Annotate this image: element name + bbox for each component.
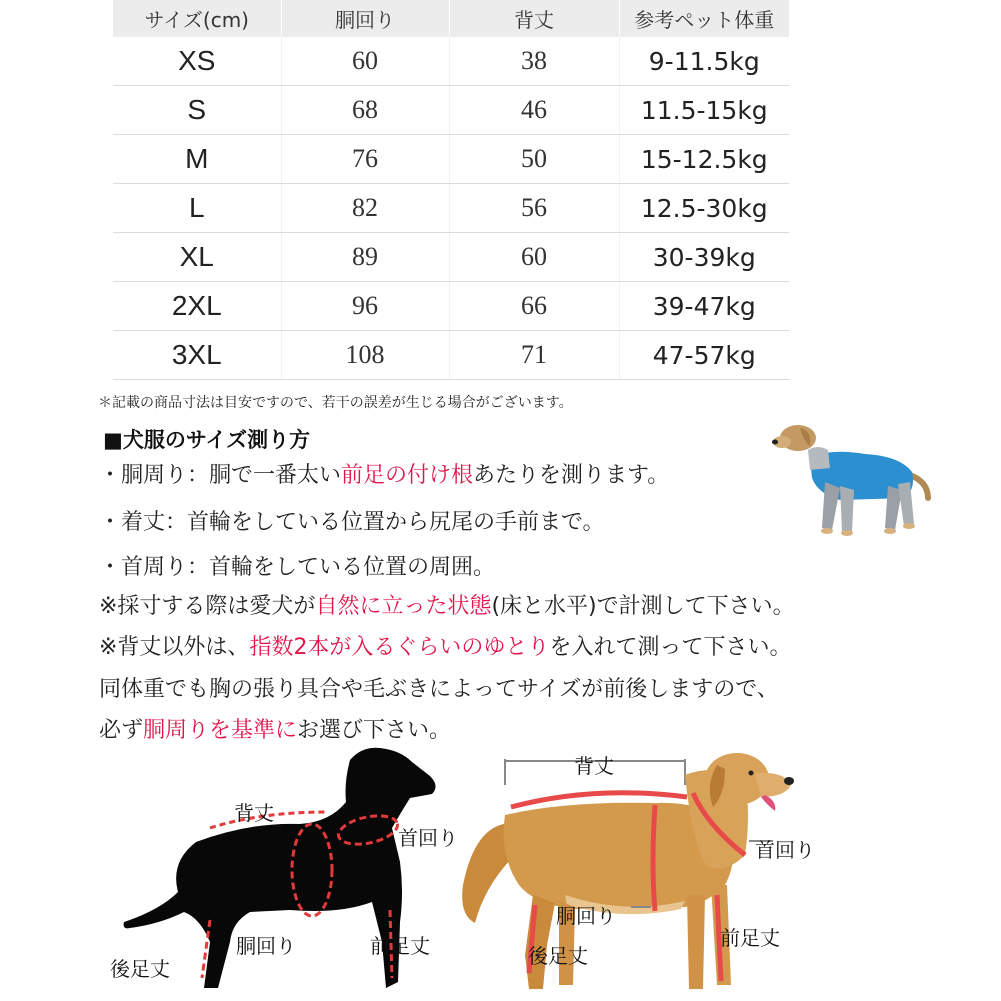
weight-cell: 39-47kg: [619, 282, 789, 331]
chest-cell: 82: [281, 184, 449, 233]
guide-line-weight-note: 同体重でも胸の張り具合や毛ぶきによってサイズが前後しますので、: [99, 677, 779, 702]
guide-line-choose: [99, 713, 451, 744]
weight-cell: 12.5-30kg: [619, 184, 789, 233]
guide-highlight: 自然に立った状態: [315, 594, 492, 619]
measuring-guide-heading: ■犬服のサイズ測り方: [103, 428, 311, 452]
header-chest: 胴回り: [281, 0, 449, 37]
size-cell: 2XL: [113, 282, 281, 331]
header-size: サイズ(cm): [113, 0, 281, 37]
guide-line-allowance: [99, 630, 791, 661]
left-label-hind-leg: 後足丈: [110, 957, 170, 981]
header-pet-weight: 参考ペット体重: [619, 0, 789, 37]
size-cell: S: [113, 86, 281, 135]
guide-highlight: 指数2本が入るぐらいのゆとり: [249, 635, 550, 660]
back-cell: 66: [449, 282, 619, 331]
guide-text: ・胴周り：胴で一番太い: [99, 463, 342, 488]
guide-text: (床と水平)で計測して下さい。: [491, 594, 795, 619]
left-label-neck: 首回り: [398, 826, 458, 850]
disclaimer-note: ＊記載の商品寸法は目安ですので、若干の誤差が生じる場合がございます。: [98, 395, 573, 411]
product-dog-image: [770, 420, 935, 545]
back-cell: 60: [449, 233, 619, 282]
weight-cell: 9-11.5kg: [619, 37, 789, 86]
guide-highlight: 胴周りを基準に: [143, 718, 298, 743]
weight-cell: 30-39kg: [619, 233, 789, 282]
back-cell: 46: [449, 86, 619, 135]
size-cell: M: [113, 135, 281, 184]
golden-retriever-measure-diagram: [455, 745, 855, 1001]
size-chart-table: [113, 0, 789, 380]
guide-line-length: ・着丈：首輪をしている位置から尻尾の手前まで。: [99, 510, 605, 535]
right-label-chest: 胴回り: [556, 904, 616, 928]
chest-cell: 108: [281, 331, 449, 380]
left-label-back: 背丈: [234, 801, 274, 825]
chest-cell: 60: [281, 37, 449, 86]
guide-text: ※採寸する際は愛犬が: [99, 594, 316, 619]
table-header-row: [113, 0, 789, 37]
guide-line-neck: ・首周り：首輪をしている位置の周囲。: [99, 555, 496, 580]
right-label-back: 背丈: [574, 754, 614, 778]
table-row: [113, 233, 789, 282]
guide-text: あたりを測ります。: [473, 463, 670, 488]
chest-cell: 96: [281, 282, 449, 331]
left-label-front-leg: 前足丈: [370, 934, 430, 958]
right-label-front-leg: 前足丈: [720, 926, 780, 950]
back-cell: 38: [449, 37, 619, 86]
size-cell: XS: [113, 37, 281, 86]
guide-line-standing: [99, 589, 795, 620]
back-cell: 71: [449, 331, 619, 380]
table-row: [113, 135, 789, 184]
guide-text: を入れて測って下さい。: [549, 635, 792, 660]
weight-cell: 47-57kg: [619, 331, 789, 380]
size-cell: L: [113, 184, 281, 233]
guide-text: お選び下さい。: [297, 718, 452, 743]
size-cell: 3XL: [113, 331, 281, 380]
back-cell: 50: [449, 135, 619, 184]
table-row: [113, 282, 789, 331]
guide-line-chest: [99, 458, 669, 489]
table-row: [113, 86, 789, 135]
right-label-hind-leg: 後足丈: [528, 944, 588, 968]
left-label-chest: 胴回り: [236, 934, 296, 958]
weight-cell: 15-12.5kg: [619, 135, 789, 184]
chest-cell: 68: [281, 86, 449, 135]
back-cell: 56: [449, 184, 619, 233]
guide-text: ※背丈以外は、: [99, 635, 250, 660]
right-label-neck: 首回り: [755, 838, 815, 862]
size-cell: XL: [113, 233, 281, 282]
table-row: [113, 184, 789, 233]
guide-text: 必ず: [99, 718, 144, 743]
chest-cell: 76: [281, 135, 449, 184]
table-row: [113, 37, 789, 86]
header-back-length: 背丈: [449, 0, 619, 37]
weight-cell: 11.5-15kg: [619, 86, 789, 135]
table-row: [113, 331, 789, 380]
chest-cell: 89: [281, 233, 449, 282]
guide-highlight: 前足の付け根: [341, 463, 474, 488]
